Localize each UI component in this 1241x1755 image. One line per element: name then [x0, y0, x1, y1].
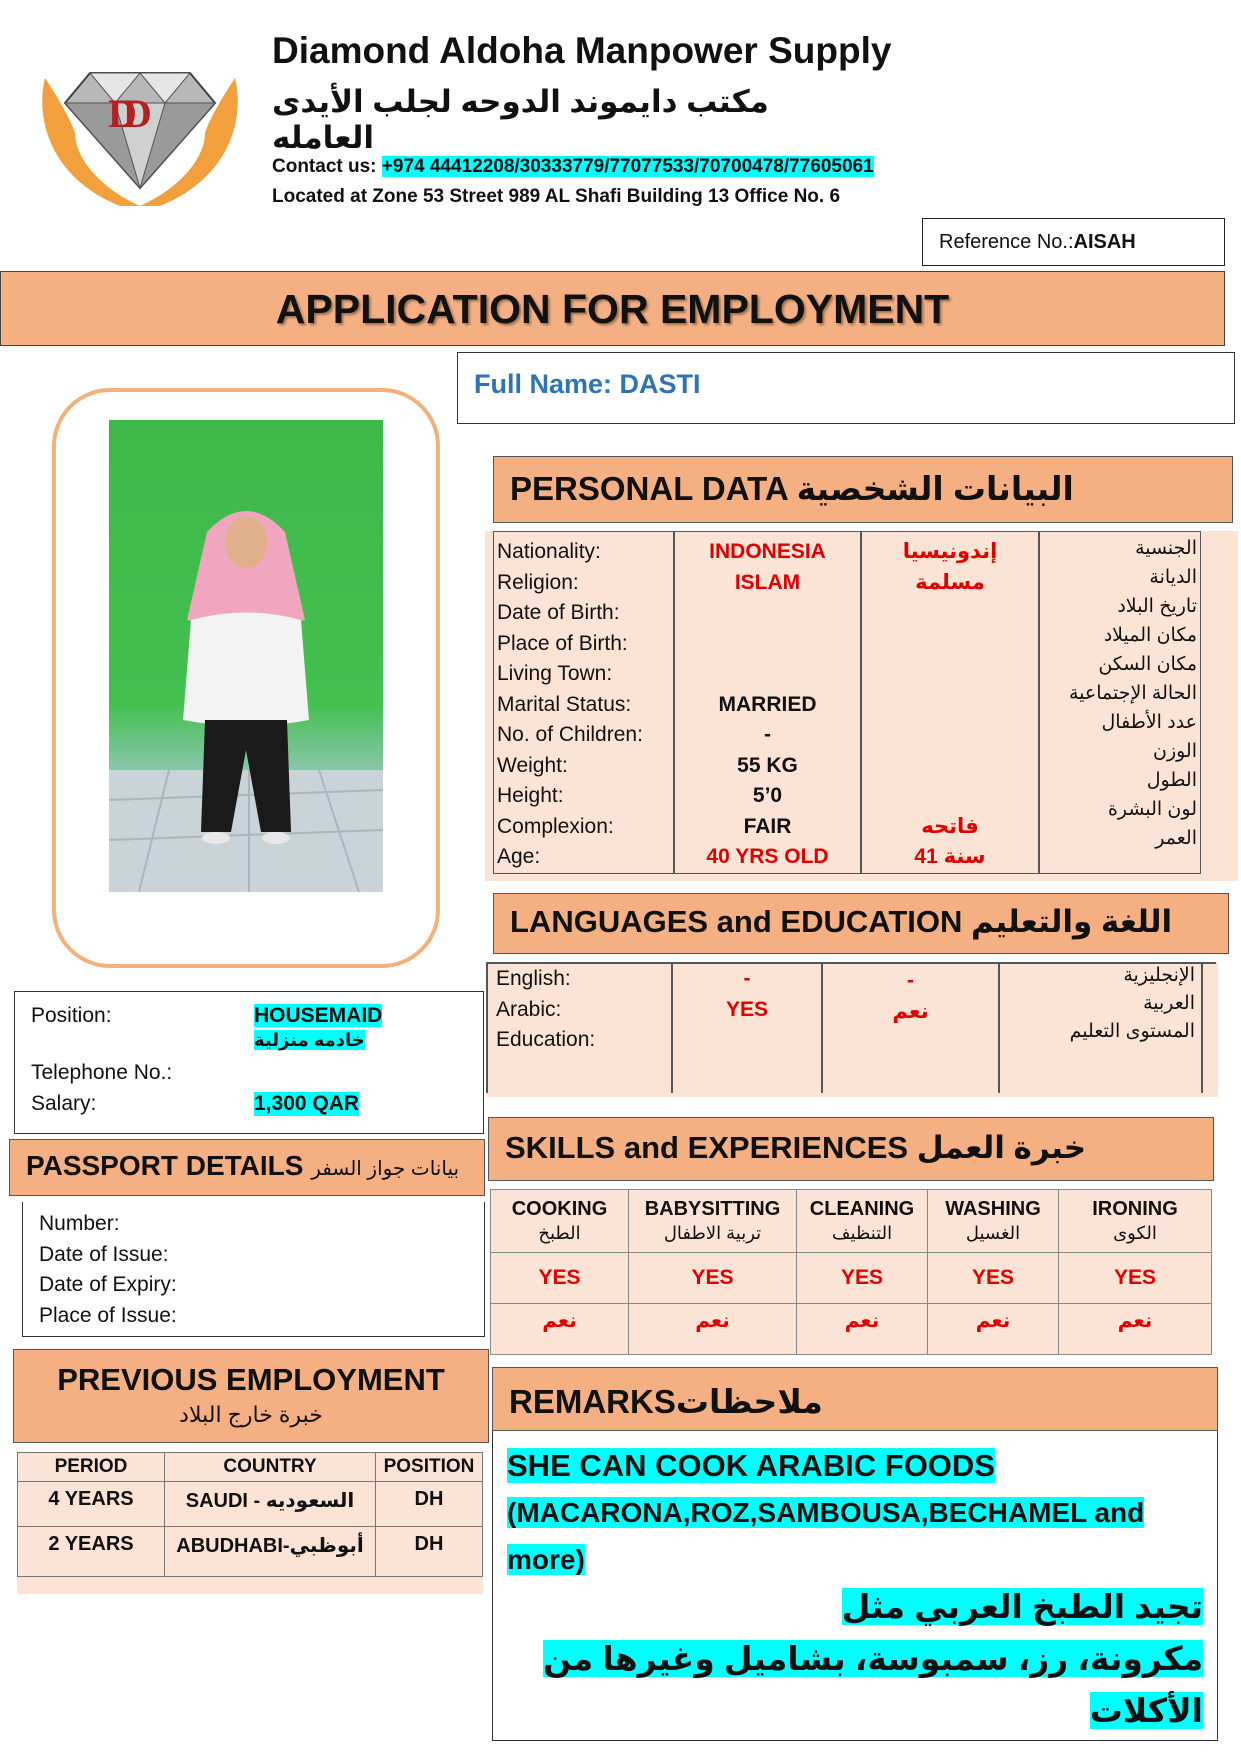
- skill-washing-answer-ar: نعم: [928, 1304, 1059, 1355]
- skill-cooking-answer: YES: [491, 1253, 629, 1304]
- living-town-label-ar: مكان السكن: [1098, 654, 1197, 675]
- col-period: PERIOD: [18, 1453, 165, 1482]
- language-values-ar: [823, 966, 998, 1058]
- row1-position: DH: [376, 1482, 483, 1527]
- age-label: Age:: [497, 845, 541, 868]
- remarks-line-1: SHE CAN COOK ARABIC FOODS: [507, 1448, 995, 1483]
- company-logo: [30, 38, 250, 213]
- contact-label: Contact us:: [272, 156, 377, 177]
- nationality-value: INDONESIA: [709, 540, 826, 563]
- arabic-value-ar: نعم: [892, 999, 929, 1023]
- nationality-label: Nationality:: [497, 540, 601, 563]
- pob-value: [675, 629, 860, 660]
- remarks-text-en: [507, 1443, 1144, 1583]
- passport-title-en: PASSPORT DETAILS: [26, 1150, 304, 1181]
- passport-issue-date-label: Date of Issue:: [39, 1242, 169, 1266]
- row2-country: ABUDHABI-أبوظبي: [165, 1527, 376, 1577]
- previous-employment-title-ar: خبرة خارج البلاد: [179, 1402, 323, 1427]
- personal-labels: [497, 537, 672, 873]
- skill-ironing-answer-ar: نعم: [1059, 1304, 1212, 1355]
- contact-line: [272, 156, 874, 178]
- remarks-ar-line-2: مكرونة، رز، سمبوسة، بشاميل وغيرها من الأكلات: [543, 1640, 1203, 1729]
- passport-box: [22, 1202, 485, 1337]
- living-town-label: Living Town:: [497, 662, 613, 685]
- row1-country: SAUDI - السعوديه: [165, 1482, 376, 1527]
- full-name-box: [457, 352, 1235, 424]
- telephone-label: Telephone No.:: [31, 1061, 173, 1084]
- skill-ironing-label-ar: الكوى: [1113, 1223, 1157, 1244]
- remarks-text-ar: [503, 1581, 1203, 1737]
- col-country: COUNTRY: [165, 1453, 376, 1482]
- previous-employment-title-en: PREVIOUS EMPLOYMENT: [57, 1362, 445, 1397]
- marital-status-label: Marital Status:: [497, 692, 632, 716]
- children-value-ar: [862, 720, 1038, 751]
- passport-header: [9, 1139, 485, 1196]
- weight-label-ar: الوزن: [1152, 741, 1197, 762]
- language-labels-ar: [1000, 962, 1195, 1046]
- salary-value: 1,300 QAR: [254, 1092, 360, 1115]
- skills-title-en: SKILLS and EXPERIENCES: [505, 1130, 909, 1165]
- languages-table: [486, 962, 1218, 1097]
- company-name-en: Diamond Aldoha Manpower Supply: [272, 30, 892, 71]
- logo-letters: DD: [108, 91, 138, 136]
- position-value-ar: خادمه منزلية: [254, 1030, 365, 1050]
- full-name-value: DASTI: [619, 369, 701, 399]
- personal-labels-ar: [1041, 534, 1197, 853]
- skill-babysitting-answer: YES: [629, 1253, 797, 1304]
- skill-ironing-answer: YES: [1059, 1253, 1212, 1304]
- col-position: POSITION: [376, 1453, 483, 1482]
- pob-label: Place of Birth:: [497, 631, 628, 655]
- salary-label: Salary:: [31, 1092, 97, 1115]
- application-title-bar: [0, 271, 1225, 346]
- language-labels: [496, 964, 666, 1056]
- position-value-en: HOUSEMAID: [254, 1004, 383, 1027]
- languages-title-en: LANGUAGES and EDUCATION: [510, 904, 963, 939]
- person-standing-icon: [109, 420, 383, 892]
- dob-value: [675, 598, 860, 629]
- arabic-value: YES: [725, 997, 769, 1021]
- nationality-value-ar: إندونيسيا: [902, 540, 998, 563]
- reference-label: Reference No.:: [939, 231, 1074, 253]
- personal-data-title-ar: البيانات الشخصية: [796, 470, 1074, 507]
- company-name-ar: مكتب دايموند الدوحه لجلب الأيدى العامله: [272, 84, 769, 155]
- skill-ironing-label: IRONING: [1092, 1198, 1178, 1221]
- position-box: [14, 991, 484, 1134]
- english-label-ar: الإنجليزية: [1123, 965, 1195, 986]
- skills-header: [488, 1117, 1214, 1181]
- skill-cooking-header: [491, 1190, 629, 1253]
- religion-value: ISLAM: [734, 570, 801, 594]
- religion-label: Religion:: [497, 570, 579, 594]
- contact-phones: +974 44412208/30333779/77077533/70700478/77605061: [381, 156, 874, 177]
- english-label: English:: [496, 967, 571, 990]
- skill-cleaning-label: CLEANING: [809, 1198, 915, 1221]
- skill-washing-header: [928, 1190, 1059, 1253]
- personal-data-title-en: PERSONAL DATA: [510, 470, 788, 507]
- position-value: [254, 1004, 382, 1052]
- remarks-line-3: more): [507, 1544, 585, 1575]
- language-values-en: [673, 964, 821, 1056]
- living-town-value-ar: [862, 659, 1038, 690]
- skill-babysitting-header: [629, 1190, 797, 1253]
- skill-babysitting-answer-ar: نعم: [629, 1304, 797, 1355]
- skills-grid: [490, 1189, 1212, 1355]
- row2-position: DH: [376, 1527, 483, 1577]
- previous-employment-table: [17, 1452, 483, 1594]
- weight-value-ar: [862, 751, 1038, 782]
- skill-ironing-header: [1059, 1190, 1212, 1253]
- education-label-ar: المستوى التعليم: [1069, 1021, 1195, 1042]
- skill-cooking-answer-ar: نعم: [491, 1304, 629, 1355]
- complexion-value-ar: فاتحه: [921, 814, 979, 838]
- skill-cleaning-header: [797, 1190, 928, 1253]
- children-label-ar: عدد الأطفال: [1101, 712, 1197, 733]
- full-name-label: Full Name:: [474, 369, 613, 399]
- marital-status-value-ar: [862, 690, 1038, 721]
- weight-value: 55 KG: [737, 753, 798, 777]
- previous-employment-grid: [17, 1452, 483, 1577]
- applicant-photo: [109, 420, 383, 892]
- reference-box: [922, 218, 1225, 266]
- personal-values-en: [675, 537, 860, 873]
- remarks-line-2: (MACARONA,ROZ,SAMBOUSA,BECHAMEL and: [507, 1497, 1145, 1528]
- age-value: 40 YRS OLD: [706, 845, 829, 868]
- row2-period: 2 YEARS: [18, 1527, 165, 1577]
- complexion-label-ar: لون البشرة: [1107, 799, 1197, 820]
- age-label-ar: العمر: [1155, 828, 1197, 849]
- table-row: [18, 1482, 483, 1527]
- complexion-value: FAIR: [743, 814, 792, 838]
- height-value: 5’0: [752, 784, 783, 807]
- remarks-box: [492, 1431, 1218, 1741]
- personal-data-table: [485, 531, 1238, 881]
- remarks-ar-line-1: تجيد الطبخ العربي مثل: [841, 1588, 1203, 1625]
- complexion-label: Complexion:: [497, 814, 614, 838]
- religion-label-ar: الديانة: [1149, 567, 1197, 588]
- age-value-ar: 41 سنة: [914, 845, 986, 868]
- table-row: [18, 1527, 483, 1577]
- children-value: -: [764, 723, 771, 746]
- remarks-header: [492, 1367, 1218, 1431]
- skill-washing-label: WASHING: [945, 1198, 1041, 1221]
- skill-cooking-label-ar: الطبخ: [538, 1223, 581, 1244]
- reference-value: AISAH: [1073, 231, 1136, 253]
- row1-period: 4 YEARS: [18, 1482, 165, 1527]
- height-value-ar: [862, 781, 1038, 812]
- remarks-title-ar: ملاحظات: [675, 1383, 823, 1420]
- education-value: [673, 1025, 821, 1056]
- personal-data-header: [493, 456, 1233, 523]
- office-address: Located at Zone 53 Street 989 AL Shafi Building 13 Office No. 6: [272, 186, 841, 207]
- page-title: APPLICATION FOR EMPLOYMENT: [275, 286, 950, 332]
- arabic-label: Arabic:: [496, 997, 562, 1021]
- previous-employment-header: [13, 1349, 489, 1443]
- passport-fields: [39, 1209, 459, 1331]
- skill-washing-answer: YES: [928, 1253, 1059, 1304]
- skill-cleaning-label-ar: التنظيف: [831, 1223, 893, 1244]
- passport-expiry-date-label: Date of Expiry:: [39, 1273, 177, 1296]
- english-value-ar: -: [907, 969, 914, 992]
- dob-label: Date of Birth:: [497, 601, 620, 624]
- marital-status-label-ar: الحالة الإجتماعية: [1069, 683, 1197, 704]
- marital-status-value: MARRIED: [718, 692, 817, 716]
- passport-number-label: Number:: [39, 1212, 120, 1235]
- religion-value-ar: مسلمة: [915, 570, 985, 594]
- education-value-ar: [823, 1027, 998, 1058]
- height-label: Height:: [497, 784, 564, 807]
- skill-washing-label-ar: الغسيل: [965, 1223, 1021, 1244]
- skill-cooking-label: COOKING: [511, 1198, 608, 1221]
- height-label-ar: الطول: [1146, 770, 1197, 791]
- personal-values-ar: [862, 537, 1038, 873]
- skills-title-ar: خبرة العمل: [916, 1130, 1087, 1165]
- skills-table: [490, 1189, 1212, 1355]
- weight-label: Weight:: [497, 753, 568, 777]
- remarks-title-en: REMARKS: [509, 1383, 676, 1420]
- arabic-label-ar: العربية: [1143, 993, 1195, 1014]
- passport-issue-place-label: Place of Issue:: [39, 1303, 177, 1327]
- languages-header: [493, 893, 1229, 954]
- skill-babysitting-label: BABYSITTING: [644, 1198, 781, 1221]
- skill-babysitting-label-ar: تربية الاطفال: [663, 1223, 762, 1244]
- education-label: Education:: [496, 1028, 596, 1051]
- skill-cleaning-answer-ar: نعم: [797, 1304, 928, 1355]
- passport-title-ar: بيانات جواز السفر: [311, 1158, 460, 1180]
- nationality-label-ar: الجنسية: [1135, 538, 1197, 559]
- pob-value-ar: [862, 629, 1038, 660]
- pob-label-ar: مكان الميلاد: [1103, 625, 1197, 646]
- dob-label-ar: تاريخ البلاد: [1117, 596, 1197, 617]
- skill-cleaning-answer: YES: [797, 1253, 928, 1304]
- languages-title-ar: اللغة والتعليم: [971, 904, 1173, 939]
- children-label: No. of Children:: [497, 723, 643, 746]
- living-town-value: [675, 659, 860, 690]
- english-value: -: [743, 967, 751, 990]
- dob-value-ar: [862, 598, 1038, 629]
- position-label: Position:: [31, 1004, 112, 1027]
